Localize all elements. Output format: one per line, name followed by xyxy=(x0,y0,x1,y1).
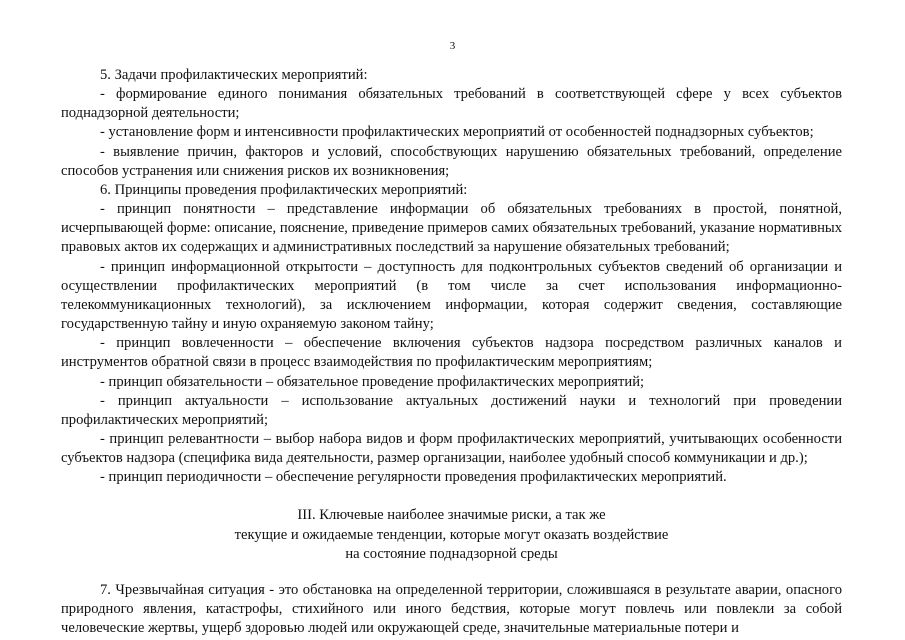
paragraph-task-item: - формирование единого понимания обязательных требований в соответствующей сфере у всех субъектов поднадзорной деятельности; xyxy=(61,86,842,122)
page-number: 3 xyxy=(449,40,456,52)
paragraph-principles-heading: 6. Принципы проведения профилактических мероприятий: xyxy=(100,181,468,198)
paragraph-task-item: - установление форм и интенсивности профилактических мероприятий от особенностей поднадзорных субъектов; xyxy=(100,124,814,141)
paragraph-tasks-heading: 5. Задачи профилактических мероприятий: xyxy=(100,67,368,83)
document-body xyxy=(61,66,842,638)
paragraph-principle-item: - принцип вовлеченности – обеспечение включения субъектов надзора посредством различных каналов и инструментов обратной связи в процесс взаимодействия по профилактическим мероприятиям; xyxy=(61,335,842,371)
paragraph-principle-item: - принцип понятности – представление информации об обязательных требованиях в простой, понятной, исчерпывающей форме: описание, пояснение, приведение примеров самих обязательных требований, указание нормативных правовых актов их содержащих и административных последствий за нарушение обязательных требований; xyxy=(61,201,842,256)
spacer xyxy=(61,564,842,581)
section-heading-line: III. Ключевые наиболее значимые риски, а так же xyxy=(297,507,606,524)
section-heading xyxy=(61,506,842,563)
spacer xyxy=(61,487,842,506)
paragraph-task-item: - выявление причин, факторов и условий, способствующих нарушению обязательных требований, определение способов устранения или снижения рисков их возникновения; xyxy=(61,143,842,179)
paragraph-principle-item: - принцип информационной открытости – доступность для подконтрольных субъектов сведений об организации и осуществлении профилактических мероприятий (в том числе за счет использования информационно-телекоммуникационных технологий), за исключением информации, которая содержит сведения, составляющие государственную тайну и иную охраняемую законом тайну; xyxy=(61,258,842,333)
paragraph-principle-item: - принцип периодичности – обеспечение регулярности проведения профилактических мероприятий. xyxy=(100,469,727,486)
paragraph-principle-item: - принцип актуальности – использование актуальных достижений науки и технологий при проведении профилактических мероприятий; xyxy=(61,392,842,428)
section-heading-line: текущие и ожидаемые тенденции, которые могут оказать воздействие xyxy=(234,526,669,543)
paragraph-emergency-definition: 7. Чрезвычайная ситуация - это обстановка на определенной территории, сложившаяся в результате аварии, опасного природного явления, катастрофы, стихийного или иного бедствия, которые могут повлечь или повлекли за собой человеческие жертвы, ущерб здоровью людей или окружающей среде, значительные материальные потери и xyxy=(61,581,842,637)
paragraph-principle-item: - принцип релевантности – выбор набора видов и форм профилактических мероприятий, учитывающих особенности субъектов надзора (специфика вида деятельности, размер организации, наиболее удобный способ коммуникации и др.); xyxy=(61,430,842,467)
paragraph-principle-item: - принцип обязательности – обязательное проведение профилактических мероприятий; xyxy=(100,373,645,390)
section-heading-line: на состояние поднадзорной среды xyxy=(345,545,558,562)
